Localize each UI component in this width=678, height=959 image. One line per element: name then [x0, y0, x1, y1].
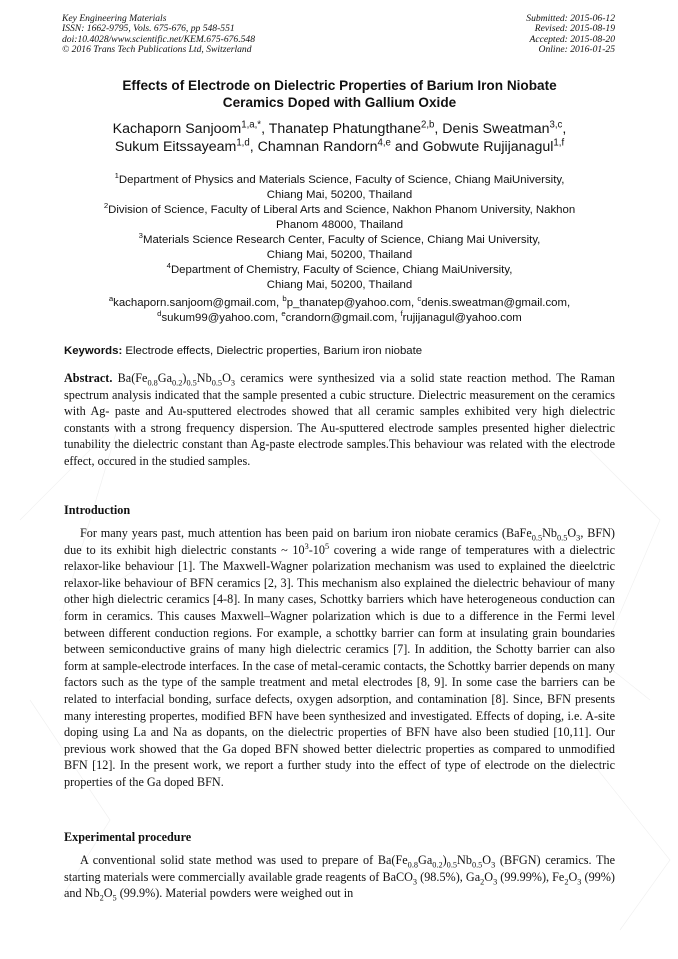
experimental-paragraph: A conventional solid state method was used to prepare of $Ba(Fe_{0.8}Ga_{0.2})_{0.5}Nb_{0.5}O_3$ (BFGN) ceramics. The starting materials were commercially available grade reagents of BaCO$_3$ (98.5%), $Ga_2O_3$ (99.99%), $Fe_2O_3$ (99%) and $Nb_2O_5$ (99.9%). Material powders were weighed out in — [64, 853, 615, 903]
email-list — [64, 296, 615, 326]
affiliation-line: Phanom 48000, Thailand — [275, 219, 404, 231]
copyright-line: © 2016 Trans Tech Publications Ltd, Switzerland — [62, 44, 252, 56]
email-address: rujijanagul@yahoo.com — [402, 312, 522, 324]
author-list — [64, 121, 615, 156]
abstract: Abstract. $Ba(Fe_{0.8}Ga_{0.2})_{0.5}Nb_{0.5}O_3$ ceramics were synthesized via a solid state reaction method. The Raman spectrum analysis indicated that the sample presented a cubic structure. Dielectric measurement on the ceramics with Ag- paste and Au-sputtered electrodes showed that all ceramic samples exhibited very high dielectric constants with a strong frequency dispersion. The Au-sputtered electrode samples presented higher dielectric tunability the dielectric constant than Ag-paste electrode samples.This behaviour was related with the electrode effect, occured in the studied samples. — [64, 371, 615, 468]
revised-date: Revised: 2015-08-19 — [534, 23, 615, 35]
author-affil-sup: 1,f — [553, 136, 565, 148]
email-address: denis.sweatman@gmail.com — [421, 297, 567, 309]
author-name: Gobwute Rujijanagul — [422, 138, 554, 155]
affiliation-line: Materials Science Research Center, Faculty of Science, Chiang Mai University, — [142, 234, 541, 246]
affiliation-line: Department of Physics and Materials Science, Faculty of Science, Chiang MaiUniversity, — [118, 174, 565, 186]
author-separator: and — [390, 138, 423, 155]
submitted-date: Submitted: 2015-06-12 — [526, 13, 615, 24]
author-name: Thanatep Phatungthane — [268, 121, 421, 137]
issn-line: ISSN: 1662-9795, Vols. 675-676, pp 548-551 — [62, 23, 235, 35]
affiliation — [64, 233, 615, 263]
author-separator: , — [434, 121, 443, 137]
abstract-label: Abstract — [64, 371, 110, 385]
author-name: Sukum Eitssayeam — [114, 138, 237, 155]
doi-line: doi:10.4028/www.scientific.net/KEM.675-676.548 — [62, 33, 256, 45]
author-line-1 — [64, 121, 615, 139]
journal-header-right — [526, 14, 615, 56]
affiliation — [64, 173, 615, 203]
affiliation-line: Department of Chemistry, Faculty of Science, Chiang MaiUniversity, — [170, 264, 513, 276]
email-sup: c — [417, 294, 422, 304]
affiliation-list — [64, 173, 615, 293]
affiliation-sup: 3 — [138, 231, 143, 241]
author-name: Kachaporn Sanjoom — [112, 121, 242, 137]
affiliation — [64, 203, 615, 233]
experimental-heading: Experimental procedure — [64, 830, 192, 844]
email-sup: b — [282, 294, 287, 304]
introduction-paragraph: For many years past, much attention has been paid on barium iron niobate ceramics ($BaFe_{0.5}Nb_{0.5}O_3$, BFN) due to its exhibit high dielectric constants ~ $10^3-10^5$ covering a wide range of temperatures with a dielectric relaxor-like behaviour [1]. The Maxwell-Wagner polarization mechanism was used to explained the dieelctric relaxor-like behaviour of BFN ceramics [2, 3]. This mechanism also explained the dielectric behaviour of many other high dielectric ceramics [4-8]. In many cases, Schottky barriers which have heterogeneous conduction can form in ceramics. This causes Maxwell–Wagner polarization which is due to a difference in the Fermi level between different conduction regions. For example, a schottky barrier can form at insulating grain boundaries between semiconductive grains of many high dielectric ceramics [7]. In addition, the Schotty barrier can also form at sample-electrode interfaces. In the case of metal-ceramic contacts, the Schottky barrier depends on many factors such as the type of the sample treatment and metal electrodes [8, 9]. In some case the barriers can be related to interfacial bonding, surface defects, oxygen adsorption, and contamination [8]. Since, BFN presents many interesting propertes, modified BFN have been synthesized and investigated. Effects of doping, i.e. A-site doping using La and Na as dopants, on the dielectric properties of BFN have also been studied [10,11]. Our previous work showed that the Ga doped BFN showed better dielectric properties as compared to unmodified BFN [12]. In the present work, we report a further study into the effect of type of electrode on the dielectric properties of the Ga doped BFN. — [64, 526, 615, 789]
paper-title — [64, 78, 615, 111]
journal-header-left — [62, 14, 255, 56]
online-date: Online: 2016-01-25 — [538, 44, 615, 56]
title-line-1: Effects of Electrode on Dielectric Properties of Barium Iron Niobate — [122, 78, 557, 93]
author-affil-sup: 4,e — [377, 136, 391, 148]
introduction-body — [64, 525, 615, 791]
author-name: Chamnan Randorn — [257, 138, 378, 155]
affiliation-sup: 4 — [166, 261, 171, 271]
affiliation-line: Chiang Mai, 50200, Thailand — [266, 249, 413, 261]
author-separator: , — [562, 121, 567, 137]
experimental-body — [64, 852, 615, 902]
affiliation-line: Division of Science, Faculty of Liberal Arts and Science, Nakhon Phanom University, Nakhon — [108, 204, 576, 216]
accepted-date: Accepted: 2015-08-20 — [529, 33, 615, 45]
journal-name: Key Engineering Materials — [62, 13, 167, 24]
abstract-text: ceramics were synthesized via a solid state reaction method. The Raman spectrum analysis indicated that the sample presented a cubic structure. Dielectric measurement on the ceramics with Ag- paste and Au-sputtered electrodes showed that all ceramic samples exhibited very high dielectric constants with a strong frequency dispersion. The Au-sputtered electrode samples presented higher dielectric tunability the dielectric constant than Ag-paste electrode samples.This behaviour was related with the electrode effect, occured in the studied samples. — [64, 371, 615, 468]
title-line-2: Ceramics Doped with Gallium Oxide — [222, 94, 457, 110]
email-sup: a — [108, 294, 114, 304]
email-address: kachaporn.sanjoom@gmail.com — [113, 297, 277, 309]
email-address: sukum99@yahoo.com — [161, 312, 275, 324]
author-affil-sup: 3,c — [549, 119, 563, 131]
affiliation-sup: 1 — [114, 171, 119, 181]
author-affil-sup: 2,b — [420, 119, 435, 131]
keywords-label: Keywords: — [64, 345, 123, 357]
author-affil-sup: 1,d — [236, 136, 250, 148]
introduction-heading: Introduction — [64, 503, 131, 517]
author-separator: , — [249, 138, 258, 155]
author-affil-sup: 1,a,* — [241, 119, 262, 131]
email-sup: f — [400, 309, 403, 319]
keywords — [64, 345, 615, 357]
email-sup: d — [157, 309, 162, 319]
email-sup: e — [281, 309, 286, 319]
email-line-1: $^a$kachaporn.sanjoom@gmail.com, $^b$p_thanatep@yahoo.com, $^c$denis.sweatman@gmail.com, — [108, 294, 571, 309]
author-line-2 — [64, 136, 615, 157]
affiliation-line: Chiang Mai, 50200, Thailand — [266, 279, 413, 291]
affiliation-sup: 2 — [103, 201, 109, 211]
author-name: Denis Sweatman — [442, 121, 550, 137]
affiliation — [64, 263, 615, 293]
keywords-text: Electrode effects, Dielectric properties, Barium iron niobate — [125, 345, 423, 357]
author-separator: , — [261, 121, 269, 137]
affiliation-line: Chiang Mai, 50200, Thailand — [266, 189, 413, 201]
email-address: crandorn@gmail.com — [285, 312, 395, 324]
email-line-2: $^d$sukum99@yahoo.com, $^e$crandorn@gmail.com, $^f$rujijanagul@yahoo.com — [157, 309, 522, 324]
email-address: p_thanatep@yahoo.com — [286, 297, 411, 309]
